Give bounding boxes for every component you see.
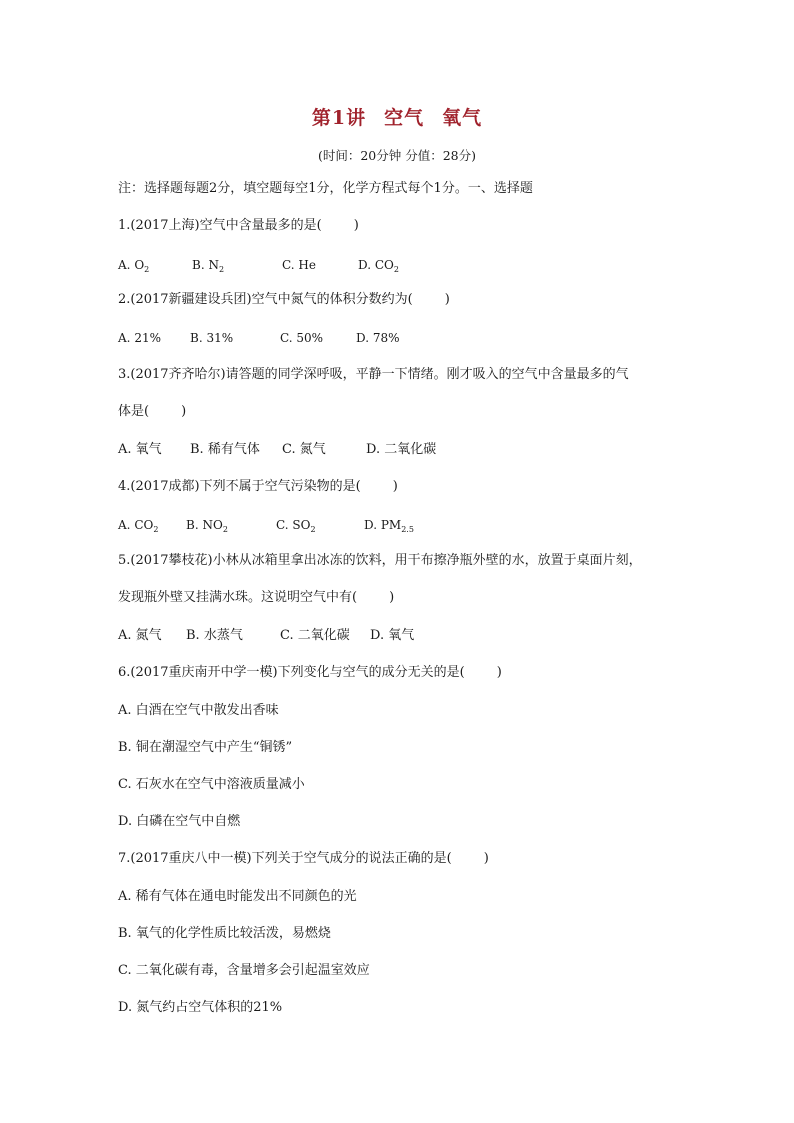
q5-option-a: A. 氮气: [118, 628, 162, 643]
q3-option-d: D. 二氧化碳: [366, 442, 437, 457]
question-6: 6.(2017重庆南开中学一模)下列变化与空气的成分无关的是( ): [118, 665, 502, 680]
question-1: 1.(2017上海)空气中含量最多的是( ): [118, 218, 359, 233]
question-7: 7.(2017重庆八中一模)下列关于空气成分的说法正确的是( ): [118, 851, 489, 866]
q6-option-c: C. 石灰水在空气中溶液质量减小: [118, 777, 305, 792]
q6-option-a: A. 白酒在空气中散发出香味: [118, 703, 279, 718]
question-5: 5.(2017攀枝花)小林从冰箱里拿出冰冻的饮料，用干布擦净瓶外壁的水，放置于桌面片刻，: [118, 553, 642, 568]
q4-option-b: B. $NO_2$: [186, 518, 228, 534]
lecture-number: 第1讲: [311, 107, 367, 129]
q1-option-a: A. $O_2$: [118, 258, 150, 274]
q7-option-a: A. 稀有气体在通电时能发出不同颜色的光: [118, 889, 357, 904]
title-topic-oxygen: 氧气: [442, 107, 483, 129]
q4-option-c: C. $SO_2$: [276, 518, 316, 534]
q7-option-c: C. 二氧化碳有毒，含量增多会引起温室效应: [118, 963, 370, 978]
q1-option-b: B. $N_2$: [192, 258, 225, 274]
q3-option-c: C. 氮气: [282, 442, 326, 457]
q1-option-d: D. $CO_2$: [358, 258, 399, 274]
time-score-info: (时间：20分钟 分值：28分): [317, 148, 477, 163]
q6-option-b: B. 铜在潮湿空气中产生“铜锈”: [118, 740, 293, 755]
title-topic-air: 空气: [384, 107, 425, 129]
q2-option-b: B. 31%: [190, 331, 234, 345]
scoring-note: 注：选择题每题2分，填空题每空1分，化学方程式每个1分。一、选择题: [118, 181, 533, 196]
q2-option-d: D. 78%: [356, 331, 400, 345]
q5-option-c: C. 二氧化碳: [280, 628, 350, 643]
q2-option-c: C. 50%: [280, 331, 324, 345]
question-4: 4.(2017成都)下列不属于空气污染物的是( ): [118, 479, 398, 494]
q4-option-a: A. $CO_2$: [118, 518, 159, 534]
q7-option-d: D. 氮气约占空气体积的21%: [118, 1000, 283, 1015]
q5-option-b: B. 水蒸气: [186, 628, 243, 643]
question-5-continued: 发现瓶外壁又挂满水珠。这说明空气中有( ): [118, 590, 395, 605]
q3-option-a: A. 氧气: [118, 442, 162, 457]
page-title: [0, 103, 794, 130]
q4-option-d: D. $PM_{2.5}$: [364, 518, 414, 534]
question-2: 2.(2017新疆建设兵团)空气中氮气的体积分数约为( ): [118, 292, 450, 307]
q5-option-d: D. 氧气: [370, 628, 415, 643]
q3-option-b: B. 稀有气体: [190, 442, 260, 457]
question-3-continued: 体是( ): [118, 404, 187, 419]
question-3: 3.(2017齐齐哈尔)请答题的同学深呼吸，平静一下情绪。刚才吸入的空气中含量最多的气: [118, 367, 629, 382]
q7-option-b: B. 氧气的化学性质比较活泼，易燃烧: [118, 926, 331, 941]
q6-option-d: D. 白磷在空气中自燃: [118, 814, 241, 829]
q2-option-a: A. 21%: [118, 331, 161, 345]
q1-option-c: C. He: [282, 258, 316, 272]
